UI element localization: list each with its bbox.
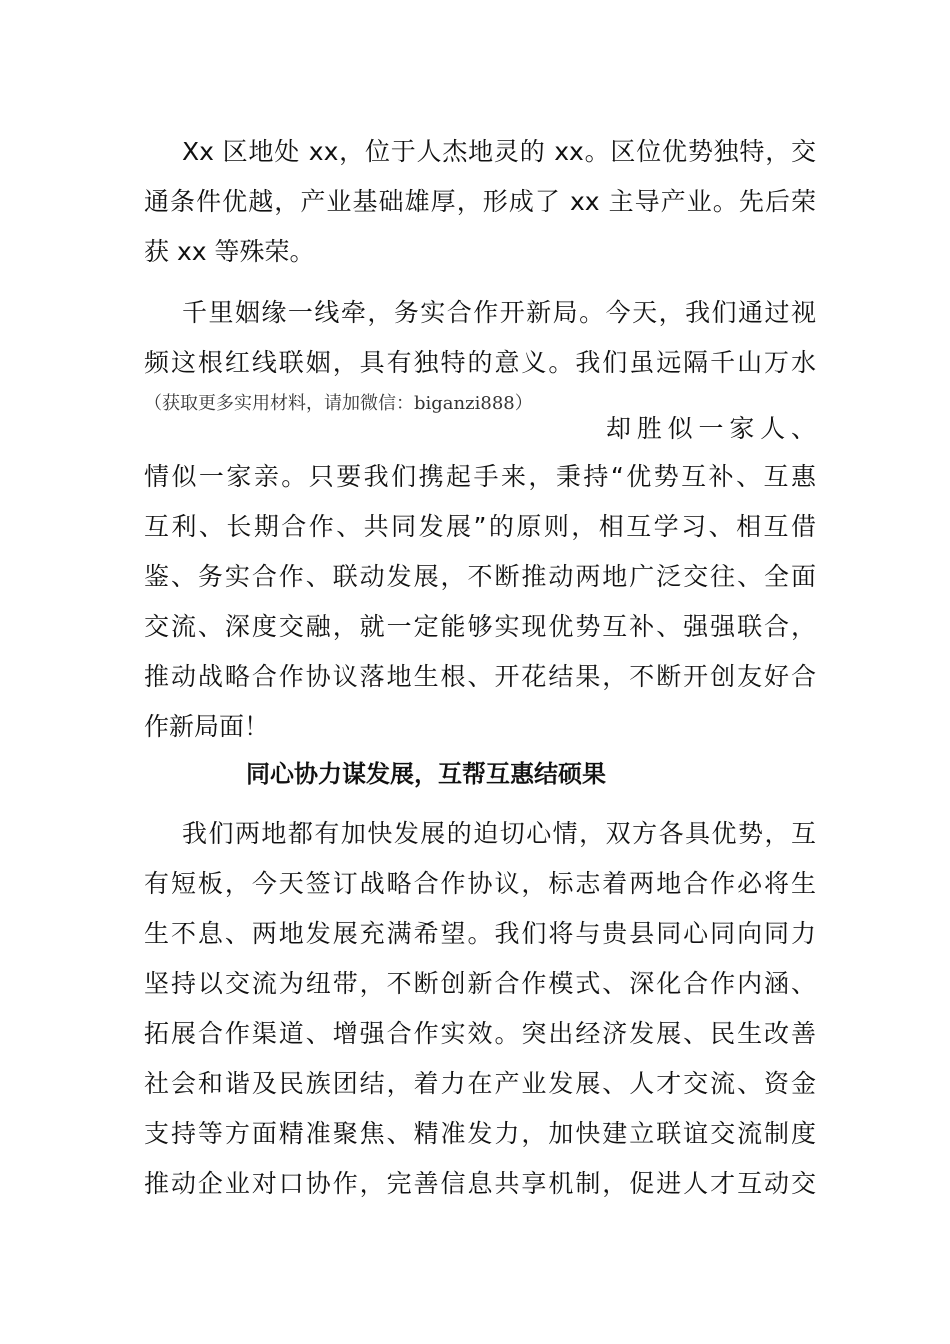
paragraph-line: 交流、深度交融，就一定能够实现优势互补、强强联合， — [144, 612, 816, 641]
section-heading: 同心协力谋发展，互帮互惠结硕果 — [246, 760, 606, 788]
paragraph-line: 互利、长期合作、共同发展”的原则，相互学习、相互借 — [144, 512, 816, 541]
paragraph-line: 生不息、两地发展充满希望。我们将与贵县同心同向同力 — [144, 919, 816, 948]
paragraph-line: 作新局面！ — [144, 712, 270, 741]
paragraph-line: 我们两地都有加快发展的迫切心情，双方各具优势，互 — [182, 819, 816, 848]
paragraph-line: 通条件优越，产业基础雄厚，形成了 xx 主导产业。先后荣 — [144, 187, 816, 216]
paragraph-line: 情似一家亲。只要我们携起手来，秉持“优势互补、互惠 — [144, 462, 816, 491]
paragraph-line: 千里姻缘一线牵，务实合作开新局。今天，我们通过视 — [182, 298, 816, 327]
paragraph-3 — [144, 809, 816, 1209]
watermark-text: （获取更多实用材料，请加微信：biganzi888） — [144, 393, 533, 414]
paragraph-line: 支持等方面精准聚焦、精准发力，加快建立联谊交流制度 — [144, 1119, 816, 1148]
paragraph-line: 获 xx 等殊荣。 — [144, 237, 315, 266]
paragraph-line: 却胜似一家人、 — [606, 414, 816, 443]
paragraph-line: 社会和谐及民族团结，着力在产业发展、人才交流、资金 — [144, 1069, 816, 1098]
paragraph-line: 推动战略合作协议落地生根、开花结果，不断开创友好合 — [144, 662, 816, 691]
paragraph-2 — [144, 288, 816, 752]
paragraph-line: 拓展合作渠道、增强合作实效。突出经济发展、民生改善 — [144, 1019, 816, 1048]
paragraph-line: Xx 区地处 xx，位于人杰地灵的 xx。区位优势独特，交 — [182, 137, 816, 166]
paragraph-line: 推动企业对口协作，完善信息共享机制，促进人才互动交 — [144, 1169, 816, 1198]
paragraph-line: 坚持以交流为纽带，不断创新合作模式、深化合作内涵、 — [144, 969, 816, 998]
watermark-row — [144, 388, 816, 452]
paragraph-line: 有短板，今天签订战略合作协议，标志着两地合作必将生 — [144, 869, 816, 898]
paragraph-line: 鉴、务实合作、联动发展，不断推动两地广泛交往、全面 — [144, 562, 816, 591]
paragraph-1 — [144, 127, 816, 277]
paragraph-line: 频这根红线联姻，具有独特的意义。我们虽远隔千山万水 — [144, 348, 816, 377]
